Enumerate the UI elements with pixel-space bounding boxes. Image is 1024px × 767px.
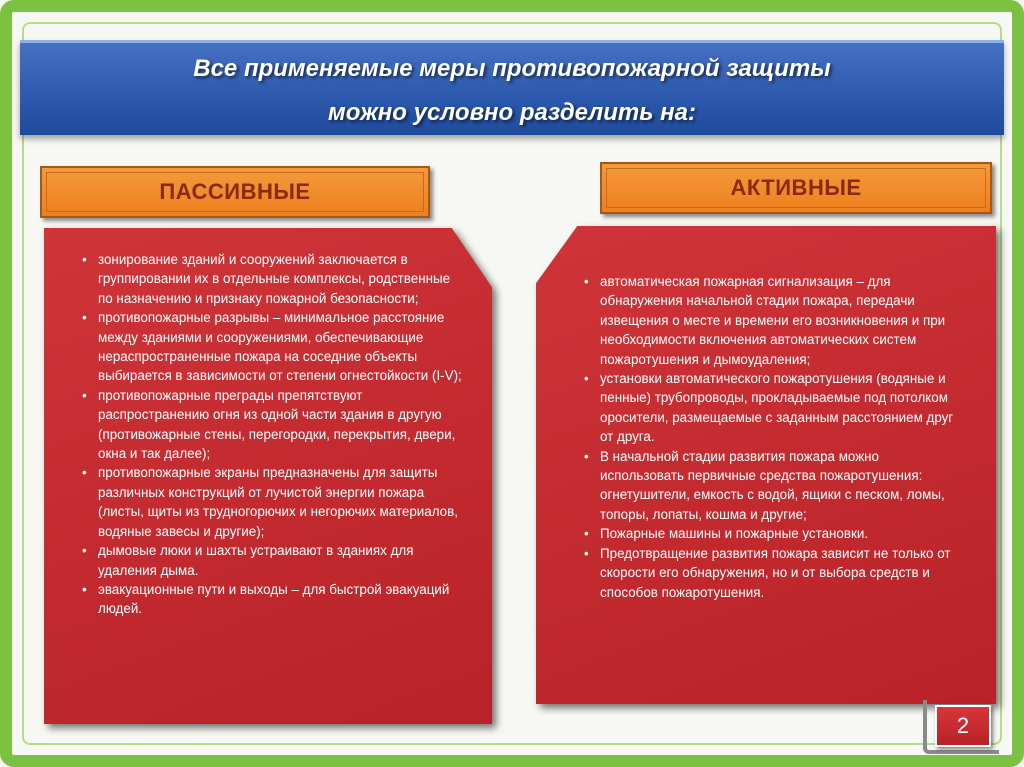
- title-line-1: Все применяемые меры противопожарной защиты: [193, 55, 831, 82]
- passive-item: • противопожарные разрывы – минимальное расстояние между зданиями и сооружениями, обеспечивающие нераспространенные пожара на соседние объекты выбирается в зависимости от степени огнестойкости (I-V);: [80, 308, 464, 386]
- active-item: • Предотвращение развития пожара зависит не только от скорости его обнаружения, но и от выбора средств и способов пожаротушения.: [582, 544, 962, 602]
- passive-list: [80, 250, 464, 619]
- active-item: • В начальной стадии развития пожара можно использовать первичные средства пожаротушения: огнетушители, емкость с водой, ящики с песком, ломы, топоры, лопаты, кошма и другие;: [582, 447, 962, 525]
- active-panel: [536, 226, 996, 704]
- active-item: • автоматическая пожарная сигнализация – для обнаружения начальной стадии пожара, передачи извещения о месте и времени его возникновения и при необходимости включения автоматических систем пожаротушения и дымоудаления;: [582, 272, 962, 369]
- active-item: • Пожарные машины и пожарные установки.: [582, 524, 962, 543]
- active-header: [600, 162, 992, 214]
- passive-header-border: [46, 172, 424, 212]
- active-header-label: АКТИВНЫЕ: [730, 175, 862, 200]
- active-header-border: [606, 168, 986, 208]
- passive-item: • эвакуационные пути и выходы – для быстрой эвакуаций людей.: [80, 580, 464, 619]
- passive-item: • дымовые люки и шахты устраивают в зданиях для удаления дыма.: [80, 541, 464, 580]
- active-item: • установки автоматического пожаротушения (водяные и пенные) трубопроводы, прокладываемые под потолком оросители, размещаемые с заданным расстоянием друг от друга.: [582, 369, 962, 447]
- passive-item: • противопожарные экраны предназначены для защиты различных конструкций от лучистой энергии пожара (листы, щиты из трудногорючих и негорючих материалов, водяные завесы и другие);: [80, 463, 464, 541]
- passive-item: • зонирование зданий и сооружений заключается в группировании их в отдельные комплексы, родственные по назначению и признаку пожарной безопасности;: [80, 250, 464, 308]
- passive-panel: [44, 228, 492, 724]
- passive-header-label: ПАССИВНЫЕ: [159, 179, 311, 204]
- active-list: [582, 272, 962, 602]
- passive-item: • противопожарные преграды препятствуют распространению огня из одной части здания в другую (противожарные стены, перегородки, перекрытия, двери, окна и так далее);: [80, 386, 464, 464]
- title-line-2: можно условно разделить на:: [328, 99, 696, 126]
- passive-header: [40, 166, 430, 218]
- page-number: 2: [935, 705, 991, 747]
- title-band: [20, 40, 1004, 135]
